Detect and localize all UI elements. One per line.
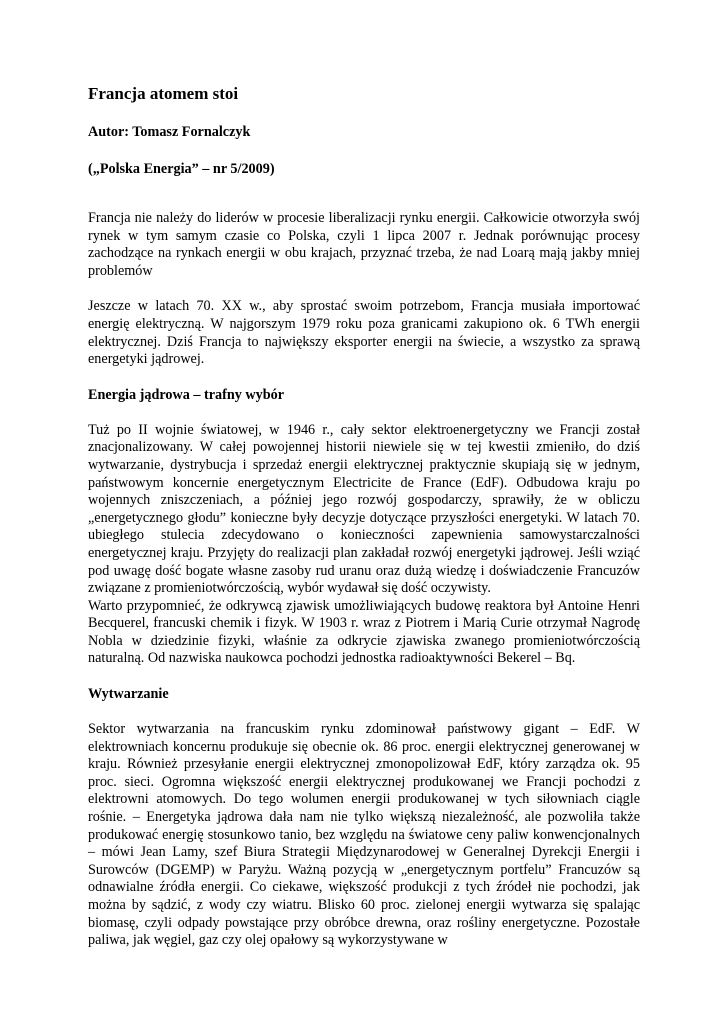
nuclear-paragraph-1: Tuż po II wojnie światowej, w 1946 r., cały sektor elektroenergetyczny we Francji został znacjonalizowany. W całej powojennej historii niewiele się w tej kwestii zmieniło, do dziś wytwarzanie, dystrybucja i sprzedaż energii elektrycznej praktycznie skupiają się w jednym, państwowym koncernie energetycznym Electricite de France (EdF). Odbudowa kraju po wojennych zniszczeniach, a później jego rozwój gospodarczy, sprawiły, że w obliczu „energetycznego głodu” konieczne były decyzje dotyczące przyszłości energetyki. W latach 70. ubiegłego stulecia zdecydowano o konieczności zapewnienia samowystarczalności energetycznej kraju. Przyjęty do realizacji plan zakładał rozwój energetyki jądrowej. Jeśli wziąć pod uwagę dość bogate własne zasoby rud uranu oraz dużą wiedzę i doświadczenie Francuzów związane z promieniotwórczością, wybór wydawał się dość oczywisty. (88, 421, 640, 597)
section-heading-generation: Wytwarzanie (88, 686, 169, 703)
lead-paragraph: Francja nie należy do liderów w procesie liberalizacji rynku energii. Całkowicie otworzyła swój rynek w tym samym czasie co Polska, czyli 1 lipca 2007 r. Jednak porównując procesy zachodzące na rynkach energii w obu krajach, przyznać trzeba, że nad Loarą mają jakby mniej problemów (88, 210, 640, 279)
intro-paragraph: Jeszcze w latach 70. XX w., aby sprostać swoim potrzebom, Francja musiała importować energię elektryczną. W najgorszym 1979 roku poza granicami zakupiono ok. 6 TWh energii elektrycznej. Dziś Francja to największy eksporter energii na świecie, a wszystko za sprawą energetyki jądrowej. (88, 298, 640, 368)
generation-paragraph-1: Sektor wytwarzania na francuskim rynku zdominował państwowy gigant – EdF. W elektrowniach koncernu produkuje się obecnie ok. 86 proc. energii elektrycznej generowanej w kraju. Również przesyłanie energii elektrycznej zmonopolizował EdF, który zarządza ok. 95 proc. sieci. Ogromna większość energii elektrycznej produkowanej we Francji pochodzi z elektrowni atomowych. Do tego wolumen energii produkowanej w tych siłowniach ciągle rośnie. – Energetyka jądrowa dała nam nie tylko większą niezależność, ale pozwoliła także produkować energię stosunkowo tanio, bez względu na światowe ceny paliw konwencjonalnych – mówi Jean Lamy, szef Biura Strategii Międzynarodowej w Generalnej Dyrekcji Energii i Surowców (DGEMP) w Paryżu. Ważną pozycją w „energetycznym portfelu” Francuzów są odnawialne źródła energii. Co ciekawe, większość produkcji z tych źródeł nie pochodzi, jak można by sądzić, z wody czy wiatru. Blisko 60 proc. zielonej energii wytwarza się spalając biomasę, czyli odpady powstające przy obróbce drewna, oraz rośliny energetyczne. Pozostałe paliwa, jak węgiel, gaz czy olej opałowy są wykorzystywane w (88, 721, 640, 949)
article-author: Autor: Tomasz Fornalczyk (88, 124, 251, 140)
article-source: („Polska Energia” – nr 5/2009) (88, 161, 275, 177)
nuclear-paragraph-2: Warto przypomnieć, że odkrywcą zjawisk umożliwiających budowę reaktora był Antoine Henri Becquerel, francuski chemik i fizyk. W 1903 r. wraz z Piotrem i Marią Curie otrzymał Nagrodę Nobla w dziedzinie fizyki, właśnie za odkrycie zjawiska zwanego promieniotwórczością naturalną. Od nazwiska naukowca pochodzi jednostka radioaktywności Bekerel – Bq. (88, 597, 640, 667)
article-title: Francja atomem stoi (88, 84, 239, 103)
section-heading-nuclear: Energia jądrowa – trafny wybór (88, 386, 284, 403)
